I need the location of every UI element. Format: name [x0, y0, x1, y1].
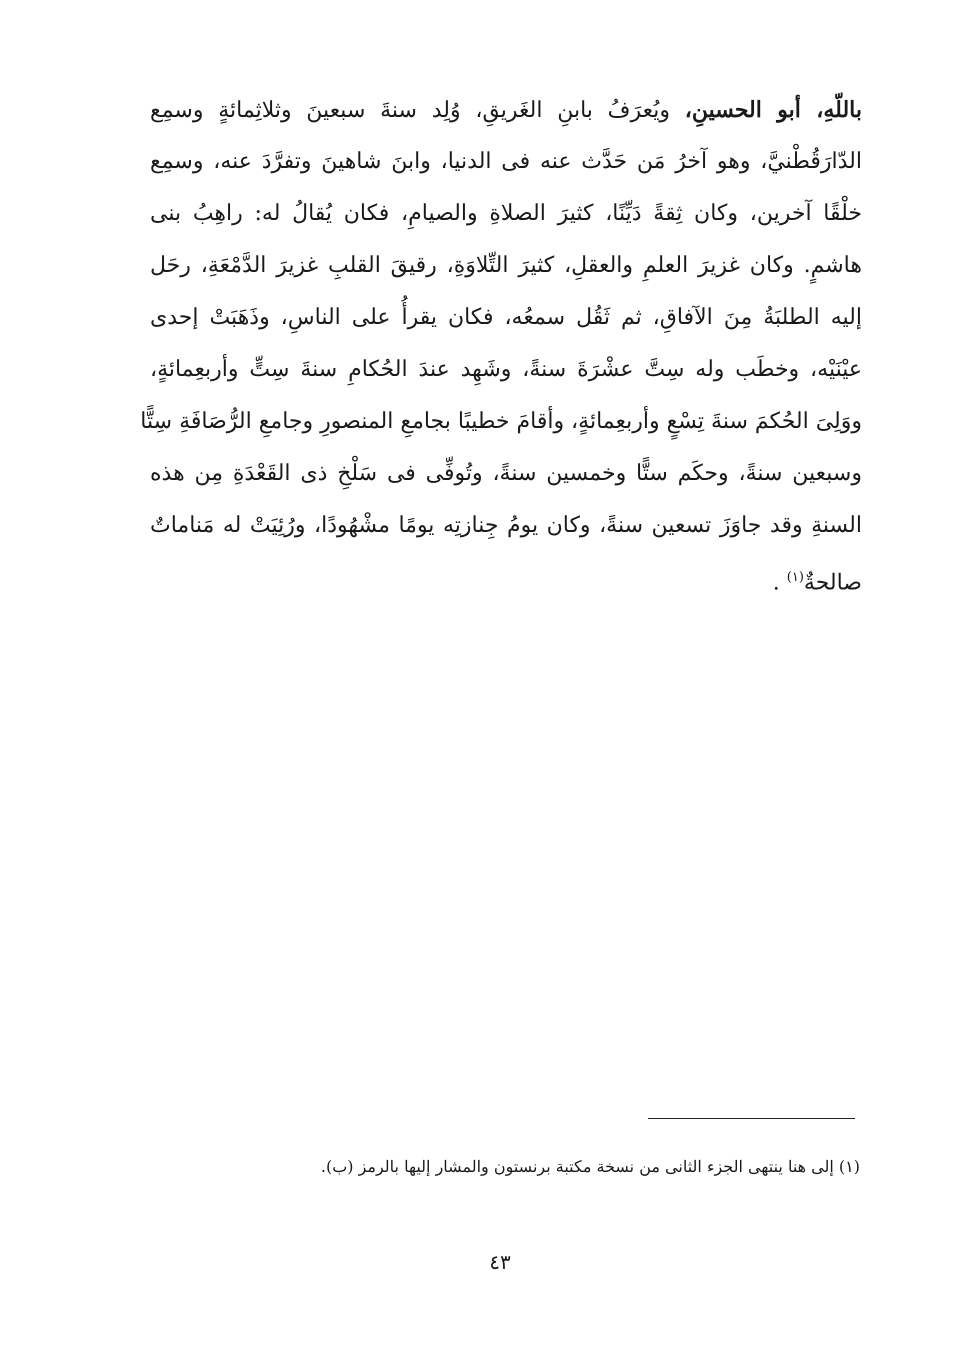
footnote: (١) إلى هنا ينتهى الجزء الثانى من نسخة مكتبة برنستون والمشار إليها بالرمز (ب).: [320, 1157, 860, 1176]
text-line-2: الدّارَقُطْنيَّ، وهو آخرُ مَن حَدَّث عنه فى الدنيا، وابنَ شاهينَ وتفرَّدَ عنه، وسمِع: [150, 149, 862, 174]
name-heading: باللّهِ، أبو الحسينِ،: [684, 97, 862, 123]
text-line-8: وسبعين سنةً، وحكَم ستًّا وخمسين سنةً، وتُوفِّى فى سَلْخِ ذى القَعْدَةِ مِن هذه: [150, 461, 862, 486]
main-text: [140, 84, 862, 604]
text-line-5: إليه الطلبَةُ مِنَ الآفاقِ، ثم ثَقُل سمعُه، فكان يقرأُ على الناسِ، وذَهَبَتْ إحدى: [150, 305, 862, 330]
page-number: ٤٣: [489, 1250, 511, 1274]
footnote-divider: [648, 1118, 855, 1119]
footnote-marker: (١): [786, 570, 804, 585]
text-line-1: [150, 84, 862, 136]
text-line-7: ووَلِىَ الحُكمَ سنةَ تِسْعٍ وأربعِمائةٍ، وأقامَ خطيبًا بجامعِ المنصورِ وجامعِ الرُّصَافَةِ سِتًّا: [140, 409, 862, 434]
text-line-6: عيْنَيْه، وخطَب وله سِتَّ عشْرَةَ سنةً، وشَهِد عندَ الحُكامِ سنةَ سِتٍّ وأربعِمائةٍ،: [150, 357, 862, 382]
last-line-text: صالحةٌ: [803, 570, 862, 596]
text-line-9: السنةِ وقد جاوَزَ تسعين سنةً، وكان يومُ جِنازتِه يومًا مشْهُودًا، ورُئِيَتْ له مَناماتٌ: [150, 513, 862, 538]
text-line-10: [150, 552, 862, 604]
text-line-4: هاشمٍ. وكان غزيرَ العلمِ والعقلِ، كثيرَ التِّلاوَةِ، رقيقَ القلبِ غزيرَ الدَّمْعَةِ، رحَل: [150, 253, 862, 278]
text-line-1-rest: ويُعرَفُ بابنِ الغَريقِ، وُلِد سنةَ سبعينَ وثلاثِمائةٍ وسمِع: [150, 98, 685, 123]
text-line-3: خلْقًا آخرين، وكان ثِقةً دَيِّنًا، كثيرَ الصلاةِ والصيامِ، فكان يُقالُ له: راهِبُ بنى: [150, 201, 862, 226]
last-line-end: .: [772, 570, 780, 596]
